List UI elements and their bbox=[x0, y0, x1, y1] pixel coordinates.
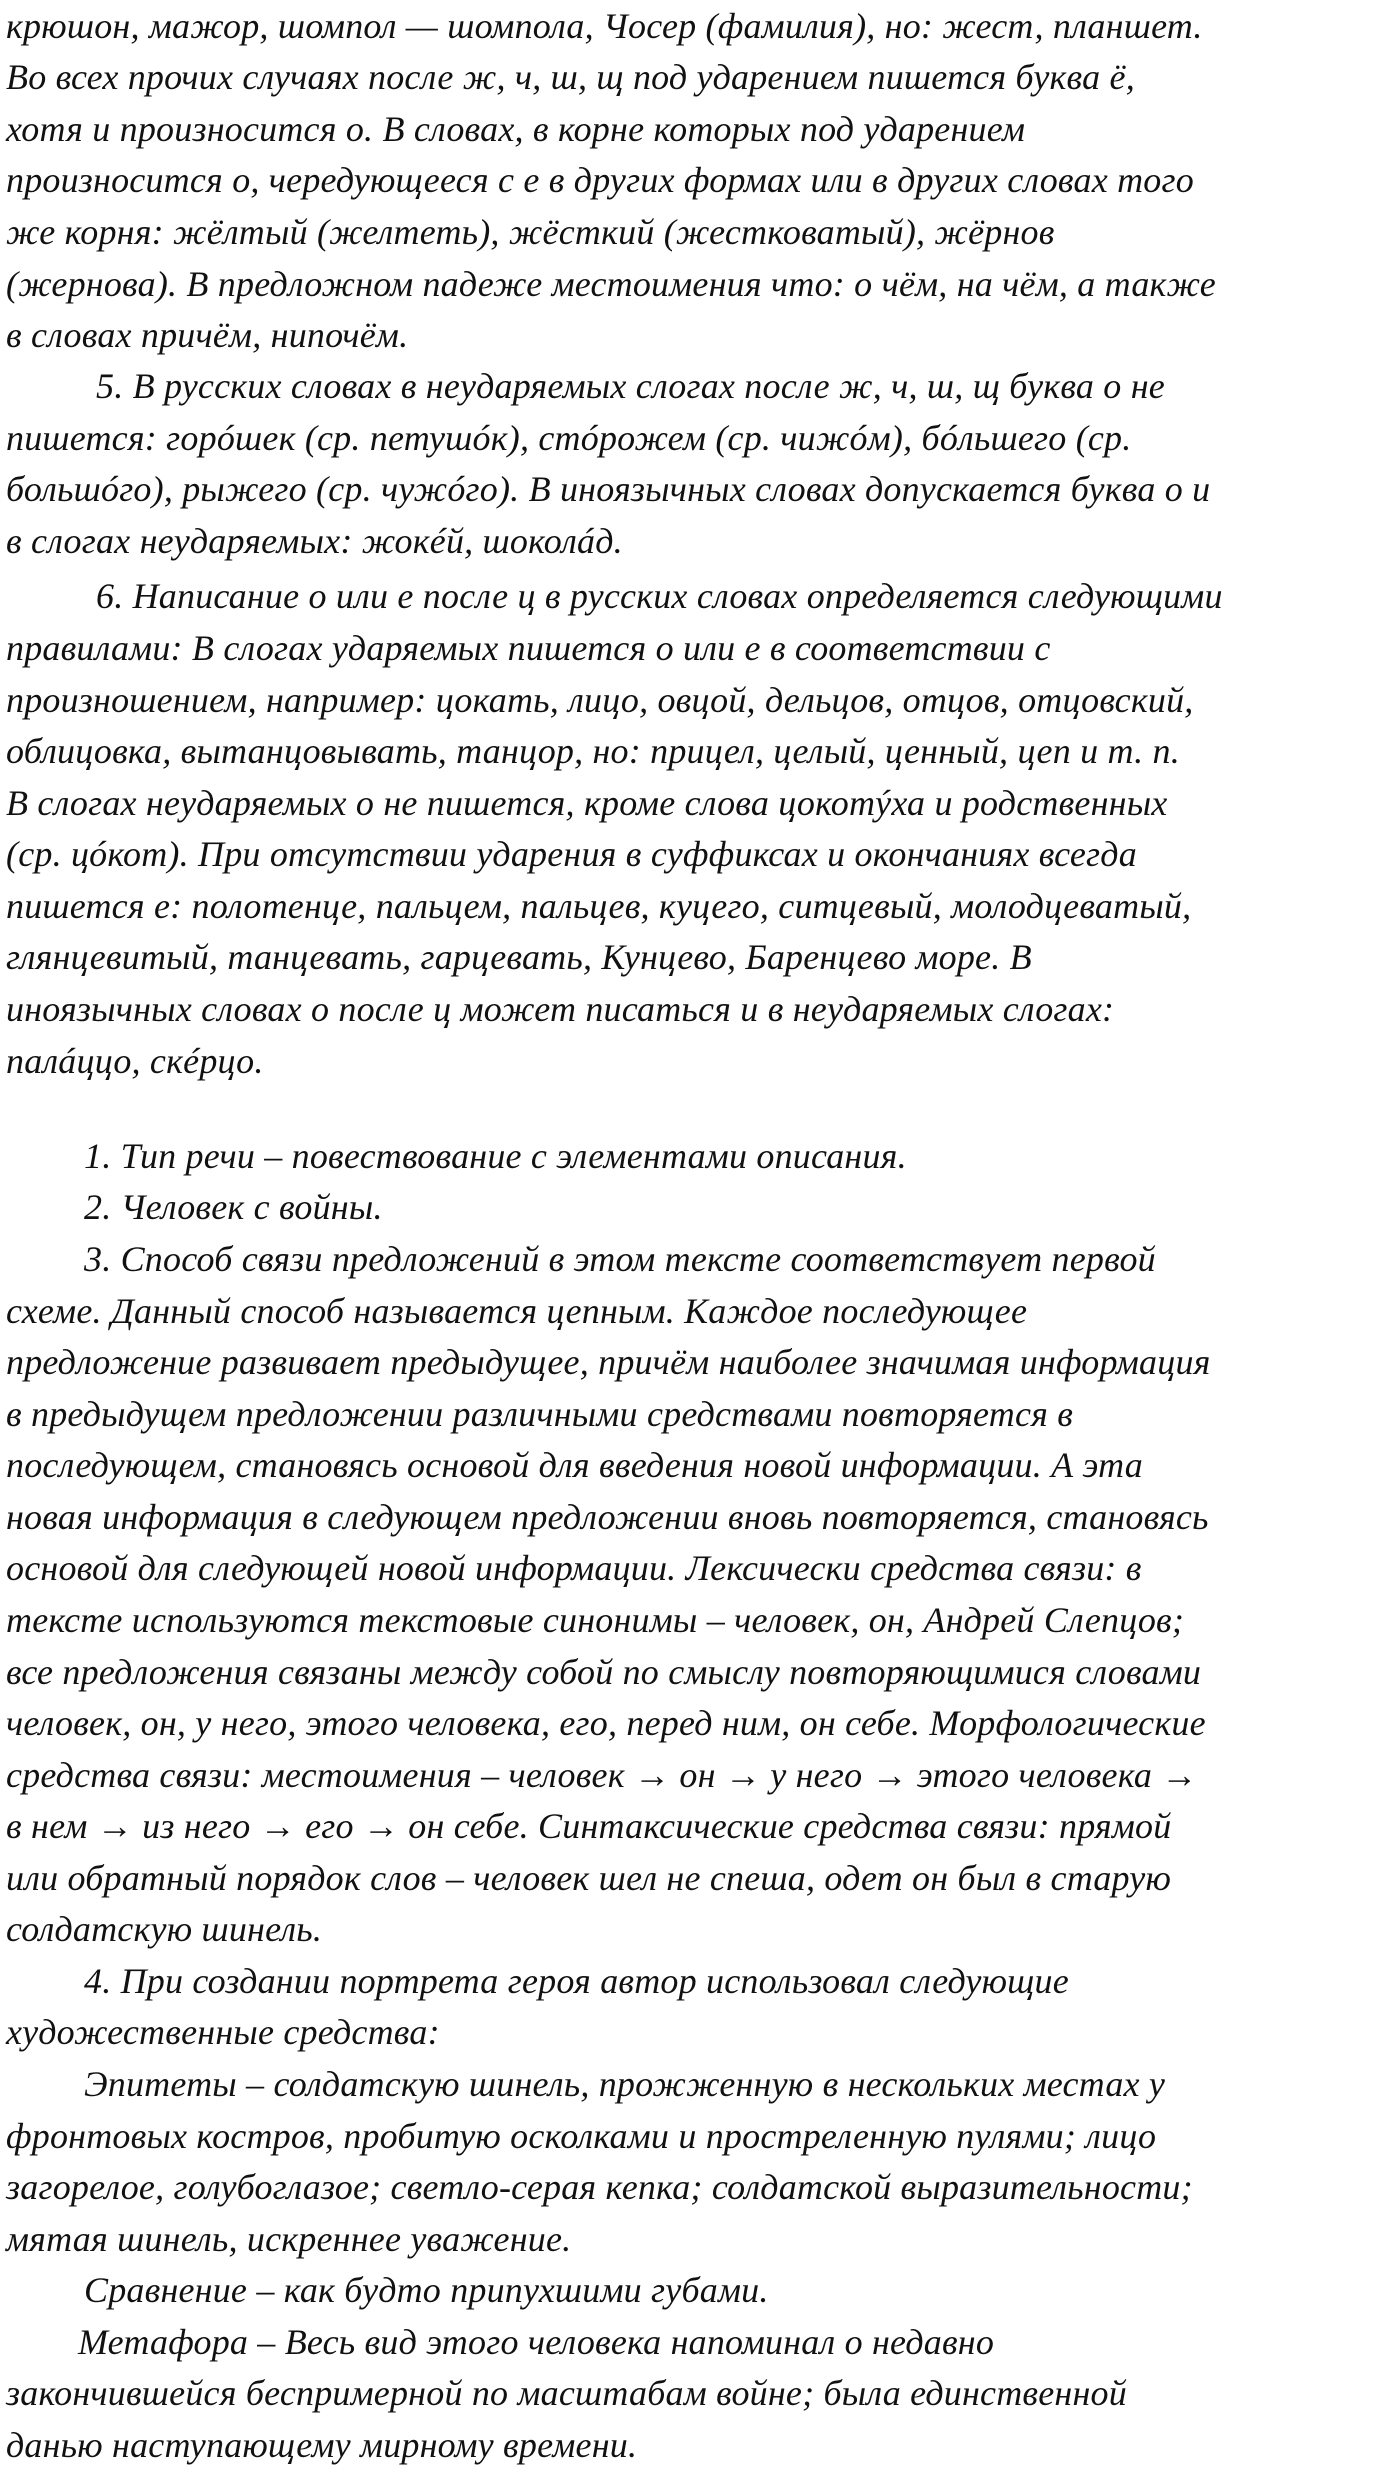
text-line: тексте используются текстовые синонимы – человек, он, Андрей Слепцов; bbox=[6, 1600, 1185, 1640]
text-line: человек, он, у него, этого человека, его, перед ним, он себе. Морфологические bbox=[6, 1703, 1206, 1743]
text-line: (жернова). В предложном падеже местоимения что: о чём, на чём, а также bbox=[6, 264, 1216, 304]
text-line: Во всех прочих случаях после ж, ч, ш, щ под ударением пишется буква ё, bbox=[6, 57, 1135, 97]
text-line: мятая шинель, искреннее уважение. bbox=[6, 2219, 572, 2259]
text-line: в нем → из него → его → он себе. Синтаксические средства связи: прямой bbox=[6, 1806, 1172, 1846]
text-line: закончившейся беспримерной по масштабам войне; была единственной bbox=[6, 2373, 1127, 2413]
text-line: предложение развивает предыдущее, причём наиболее значимая информация bbox=[6, 1342, 1211, 1382]
text-line: новая информация в следующем предложении вновь повторяется, становясь bbox=[6, 1497, 1209, 1537]
text-line: хотя и произносится о. В словах, в корне которых под ударением bbox=[6, 109, 1026, 149]
text-line: глянцевитый, танцевать, гарцевать, Кунцево, Баренцево море. В bbox=[6, 937, 1032, 977]
text-line: или обратный порядок слов – человек шел не спеша, одет он был в старую bbox=[6, 1858, 1172, 1898]
text-line: в предыдущем предложении различными средствами повторяется в bbox=[6, 1394, 1074, 1434]
text-line: в слогах неударяемых: жокéй, шоколáд. bbox=[6, 521, 623, 561]
text-line: данью наступающему мирному времени. bbox=[6, 2425, 638, 2465]
text-line: произношением, например: цокать, лицо, овцой, дельцов, отцов, отцовский, bbox=[6, 680, 1194, 720]
text-line: 3. Способ связи предложений в этом тексте соответствует первой bbox=[84, 1239, 1156, 1279]
text-line: все предложения связаны между собой по смыслу повторяющимися словами bbox=[6, 1652, 1202, 1692]
text-line: иноязычных словах о после ц может писаться и в неударяемых слогах: bbox=[6, 989, 1115, 1029]
text-line: Эпитеты – солдатскую шинель, прожженную в нескольких местах у bbox=[84, 2064, 1166, 2104]
text-line: В слогах неударяемых о не пишется, кроме слова цокотýха и родственных bbox=[6, 783, 1168, 823]
text-line: крюшон, мажор, шомпол — шомпола, Чосер (фамилия), но: жест, планшет. bbox=[6, 6, 1203, 46]
text-line: схеме. Данный способ называется цепным. Каждое последующее bbox=[6, 1291, 1028, 1331]
text-line: же корня: жёлтый (желтеть), жёсткий (жестковатый), жёрнов bbox=[6, 212, 1055, 252]
text-line: палáццо, скéрцо. bbox=[6, 1041, 264, 1081]
text-line: пишется: горóшек (ср. петушóк), стóрожем (ср. чижóм), бóльшего (ср. bbox=[6, 418, 1132, 458]
text-line: художественные средства: bbox=[6, 2012, 440, 2052]
text-line: облицовка, вытанцовывать, танцор, но: прицел, целый, ценный, цеп и т. п. bbox=[6, 731, 1180, 771]
text-line: 4. При создании портрета героя автор использовал следующие bbox=[84, 1961, 1069, 2001]
text-line: правилами: В слогах ударяемых пишется о или е в соответствии с bbox=[6, 628, 1051, 668]
text-line: в словах причём, нипочём. bbox=[6, 315, 409, 355]
text-line: Сравнение – как будто припухшими губами. bbox=[84, 2270, 769, 2310]
text-line: произносится о, чередующееся с е в других формах или в других словах того bbox=[6, 160, 1194, 200]
text-line: загорелое, голубоглазое; светло-серая кепка; солдатской выразительности; bbox=[6, 2167, 1193, 2207]
text-line: фронтовых костров, пробитую осколками и простреленную пулями; лицо bbox=[6, 2116, 1157, 2156]
text-line: 6. Написание о или е после ц в русских словах определяется следующими bbox=[96, 576, 1223, 616]
text-line: (ср. цóкот). При отсутствии ударения в суффиксах и окончаниях всегда bbox=[6, 834, 1137, 874]
text-line: последующем, становясь основой для введения новой информации. А эта bbox=[6, 1445, 1143, 1485]
text-line: солдатскую шинель. bbox=[6, 1909, 323, 1949]
text-line: 2. Человек с войны. bbox=[84, 1187, 383, 1227]
text-line: 5. В русских словах в неударяемых слогах после ж, ч, ш, щ буква о не bbox=[96, 366, 1165, 406]
text-line: 1. Тип речи – повествование с элементами описания. bbox=[84, 1136, 907, 1176]
text-line: основой для следующей новой информации. Лексически средства связи: в bbox=[6, 1548, 1142, 1588]
text-line: Метафора – Весь вид этого человека напоминал о недавно bbox=[78, 2322, 995, 2362]
text-line: средства связи: местоимения – человек → он → у него → этого человека → bbox=[6, 1755, 1198, 1795]
text-line: большóго), рыжего (ср. чужóго). В иноязычных словах допускается буква о и bbox=[6, 469, 1211, 509]
text-line: пишется е: полотенце, пальцем, пальцев, куцего, ситцевый, молодцеватый, bbox=[6, 886, 1192, 926]
